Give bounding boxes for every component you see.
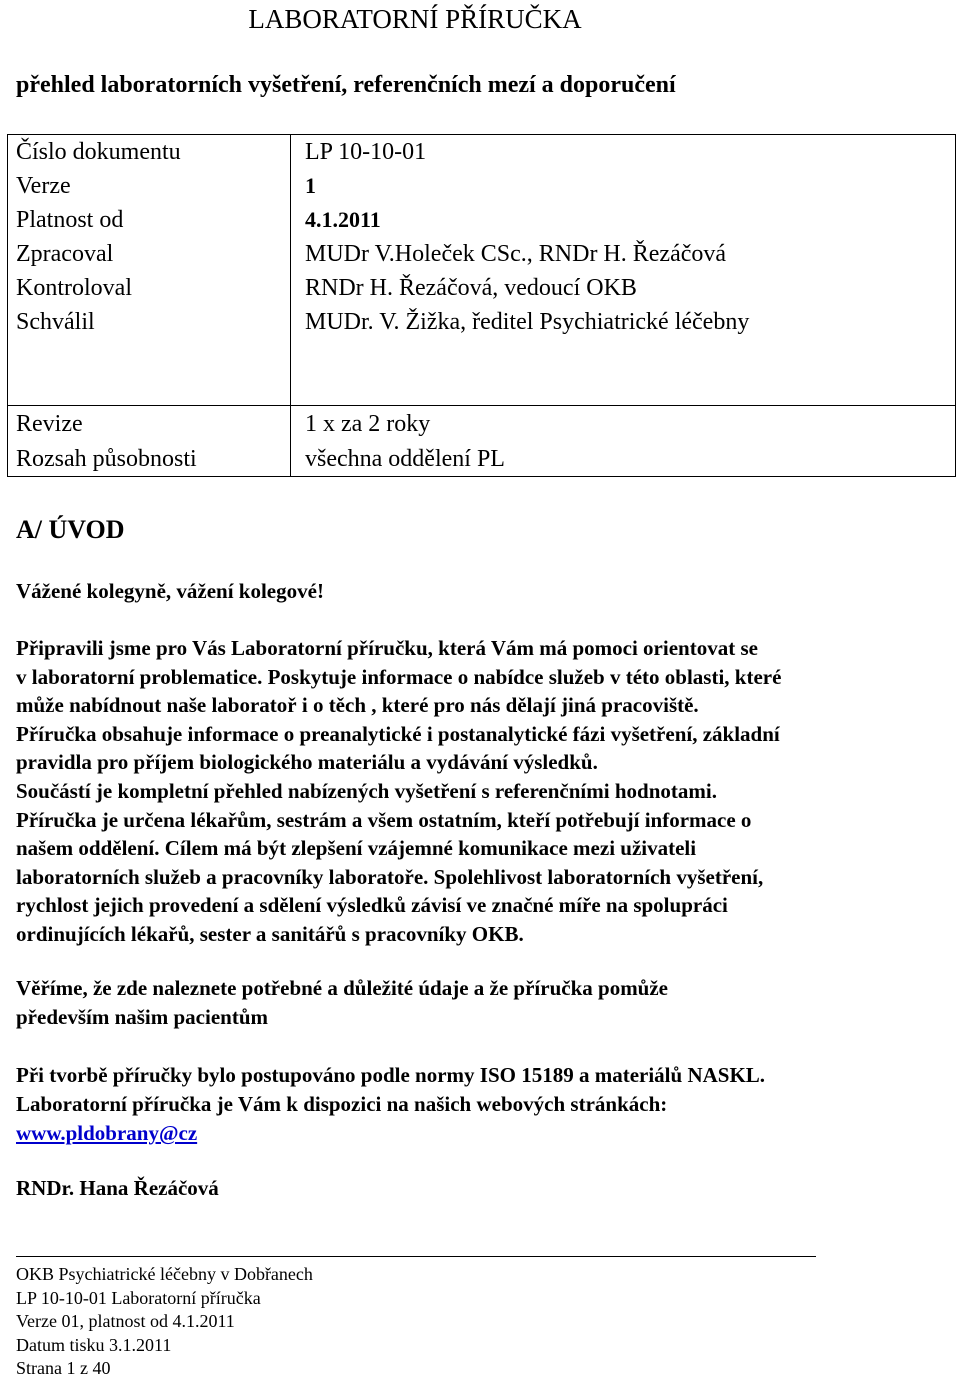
info-value: všechna oddělení PL	[291, 441, 956, 477]
text-line: především našim pacientům	[16, 1005, 268, 1029]
info-label: Revize	[8, 406, 291, 442]
footer-line: Datum tisku 3.1.2011	[16, 1334, 172, 1355]
info-value: RNDr H. Řezáčová, vedoucí OKB	[291, 271, 956, 305]
info-row	[8, 237, 956, 271]
text-line: rychlost jejich provedení a sdělení výsledků závisí ve značné míře na spolupráci	[16, 893, 728, 918]
info-label: Číslo dokumentu	[8, 135, 291, 170]
footer-line: Strana 1 z 40	[16, 1358, 111, 1378]
text-line: Laboratorní příručka je Vám k dispozici na našich webových stránkách:	[16, 1092, 668, 1116]
iso-paragraph	[16, 1061, 946, 1148]
info-label: Rozsah působnosti	[8, 441, 291, 477]
text-line: Příručka obsahuje informace o preanalytické i postanalytické fázi vyšetření, základní	[16, 721, 780, 746]
info-value: 1 x za 2 roky	[291, 406, 956, 442]
text-line: Při tvorbě příručky bylo postupováno podle normy ISO 15189 a materiálů NASKL.	[16, 1063, 766, 1087]
info-row	[8, 203, 956, 237]
empty-cell	[291, 339, 956, 406]
info-value: 4.1.2011	[291, 203, 956, 237]
info-label: Kontroloval	[8, 271, 291, 305]
text-line: v laboratorní problematice. Poskytuje informace o nabídce služeb v této oblasti, které	[16, 664, 782, 689]
text-line: pravidla pro příjem biologického materiálu a vydávání výsledků.	[16, 750, 598, 775]
text-line: ordinujících lékařů, sester a sanitářů s pracovníky OKB.	[16, 921, 524, 946]
info-row	[8, 135, 956, 170]
text-line: Součástí je kompletní přehled nabízených vyšetření s referenčními hodnotami.	[16, 778, 717, 803]
section-heading: A/ ÚVOD	[16, 515, 125, 544]
text-line: laboratorních služeb a pracovníky laboratoře. Spolehlivost laboratorních vyšetření,	[16, 864, 764, 889]
info-label: Platnost od	[8, 203, 291, 237]
info-row	[8, 441, 956, 477]
info-row	[8, 271, 956, 305]
text-line: našem oddělení. Cílem má být zlepšení vzájemné komunikace mezi uživateli	[16, 836, 697, 861]
text-line: Připravili jsme pro Vás Laboratorní příručku, která Vám má pomoci orientovat se	[16, 636, 758, 660]
info-value: MUDr V.Holeček CSc., RNDr H. Řezáčová	[291, 237, 956, 271]
info-label: Verze	[8, 169, 291, 203]
footer-line: LP 10-10-01 Laboratorní příručka	[16, 1287, 261, 1308]
info-row	[8, 305, 956, 339]
footer-line: Verze 01, platnost od 4.1.2011	[16, 1311, 235, 1331]
text-line: může nabídnout naše laboratoř i o těch , které pro nás dělají jiná pracoviště.	[16, 693, 699, 718]
info-value: LP 10-10-01	[291, 135, 956, 170]
intro-text	[16, 634, 946, 949]
greeting: Vážené kolegyně, vážení kolegové!	[16, 579, 324, 603]
text-line: Věříme, že zde naleznete potřebné a důležité údaje a že příručka pomůže	[16, 976, 669, 1000]
document-subtitle: přehled laboratorních vyšetření, referenčních mezí a doporučení	[16, 72, 676, 98]
info-row	[8, 169, 956, 203]
document-info-table	[7, 134, 956, 477]
empty-cell	[8, 339, 291, 406]
page-footer	[16, 1256, 816, 1381]
signature: RNDr. Hana Řezáčová	[16, 1176, 219, 1200]
info-spacer-row	[8, 339, 956, 406]
info-value: MUDr. V. Žižka, ředitel Psychiatrické léčebny	[291, 305, 956, 339]
website-link[interactable]: www.pldobrany@cz	[16, 1121, 198, 1145]
info-label: Schválil	[8, 305, 291, 339]
belief-paragraph	[16, 974, 946, 1032]
info-row	[8, 406, 956, 442]
document-title: LABORATORNÍ PŘÍRUČKA	[248, 4, 582, 34]
info-label: Zpracoval	[8, 237, 291, 271]
info-value: 1	[291, 169, 956, 203]
text-line: Příručka je určena lékařům, sestrám a všem ostatním, kteří potřebují informace o	[16, 807, 752, 832]
footer-line: OKB Psychiatrické léčebny v Dobřanech	[16, 1264, 313, 1284]
